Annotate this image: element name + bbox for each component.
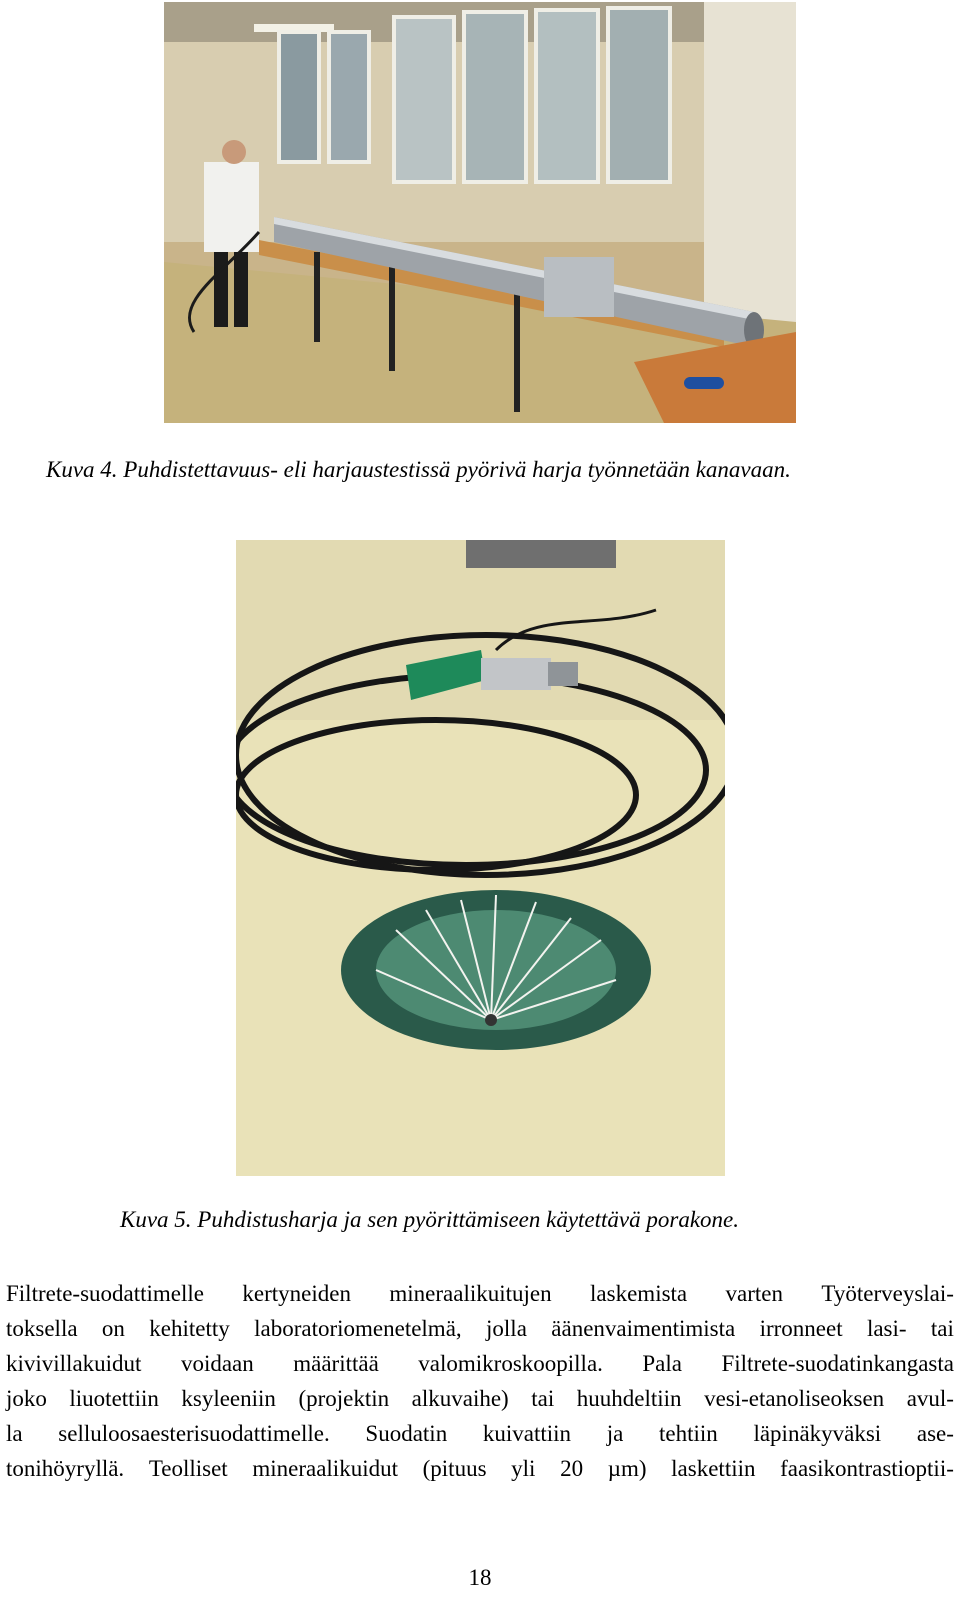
body-word: liuotettiin xyxy=(69,1386,159,1411)
body-paragraph xyxy=(6,1276,954,1486)
body-word: varten xyxy=(725,1281,784,1306)
body-word: tehtiin xyxy=(659,1421,718,1446)
body-line xyxy=(6,1381,954,1416)
page-number: 18 xyxy=(468,1565,492,1590)
body-word: kehitetty xyxy=(149,1316,230,1341)
body-word: Työterveyslai- xyxy=(821,1281,954,1306)
body-word: faasikontrastioptii- xyxy=(780,1456,954,1481)
body-word: avul- xyxy=(906,1386,954,1411)
body-word: voidaan xyxy=(180,1351,254,1376)
body-word: kivivillakuidut xyxy=(6,1351,142,1376)
body-line xyxy=(6,1311,954,1346)
body-word: Pala xyxy=(642,1351,682,1376)
figure-4-photo xyxy=(164,2,796,423)
body-word: laskettiin xyxy=(671,1456,756,1481)
body-word: Teolliset xyxy=(148,1456,228,1481)
body-word: ksyleeniin xyxy=(181,1386,276,1411)
body-word: valomikroskoopilla. xyxy=(418,1351,603,1376)
lab-duct-test-image xyxy=(164,2,796,423)
body-word: tai xyxy=(930,1316,954,1341)
body-word: (pituus xyxy=(422,1456,487,1481)
body-line xyxy=(6,1416,954,1451)
body-word: Suodatin xyxy=(365,1421,448,1446)
body-word: (projektin xyxy=(298,1386,390,1411)
body-word: mineraalikuidut xyxy=(252,1456,398,1481)
body-word: tonihöyryllä. xyxy=(6,1456,125,1481)
body-line xyxy=(6,1346,954,1381)
body-word: joko xyxy=(6,1386,47,1411)
body-word: selluloosaesterisuodattimelle. xyxy=(58,1421,330,1446)
figure-4-caption: Kuva 4. Puhdistettavuus- eli harjaustestissä pyörivä harja työnnetään kanavaan. xyxy=(46,457,791,482)
body-word: tai xyxy=(531,1386,555,1411)
body-word: lasi- xyxy=(866,1316,907,1341)
body-word: la xyxy=(6,1421,23,1446)
body-line xyxy=(6,1451,954,1486)
body-word: mineraalikuitujen xyxy=(389,1281,552,1306)
body-word: kuivattiin xyxy=(482,1421,572,1446)
body-word: on xyxy=(101,1316,125,1341)
body-word: yli xyxy=(511,1456,536,1481)
body-word: ase- xyxy=(916,1421,954,1446)
body-line xyxy=(6,1276,954,1311)
body-word: ja xyxy=(606,1421,624,1446)
body-word: läpinäkyväksi xyxy=(753,1421,882,1446)
body-word: määrittää xyxy=(293,1351,379,1376)
body-word: laboratoriomenetelmä, xyxy=(254,1316,462,1341)
body-word: jolla xyxy=(486,1316,527,1341)
body-word: irronneet xyxy=(759,1316,843,1341)
figure-5-caption: Kuva 5. Puhdistusharja ja sen pyörittämiseen käytettävä porakone. xyxy=(120,1207,739,1232)
body-word: Filtrete-suodatinkangasta xyxy=(721,1351,954,1376)
body-word: µm) xyxy=(607,1456,647,1481)
body-word: 20 xyxy=(560,1456,584,1481)
body-word: kertyneiden xyxy=(242,1281,351,1306)
body-word: Filtrete-suodattimelle xyxy=(6,1281,205,1306)
body-word: laskemista xyxy=(590,1281,688,1306)
body-word: vesi-etanoliseoksen xyxy=(704,1386,885,1411)
cleaning-brush-image xyxy=(236,540,725,1176)
body-word: äänenvaimentimista xyxy=(551,1316,736,1341)
figure-5-photo xyxy=(236,540,725,1176)
body-word: huuhdeltiin xyxy=(576,1386,682,1411)
body-word: toksella xyxy=(6,1316,78,1341)
body-word: alkuvaihe) xyxy=(411,1386,509,1411)
